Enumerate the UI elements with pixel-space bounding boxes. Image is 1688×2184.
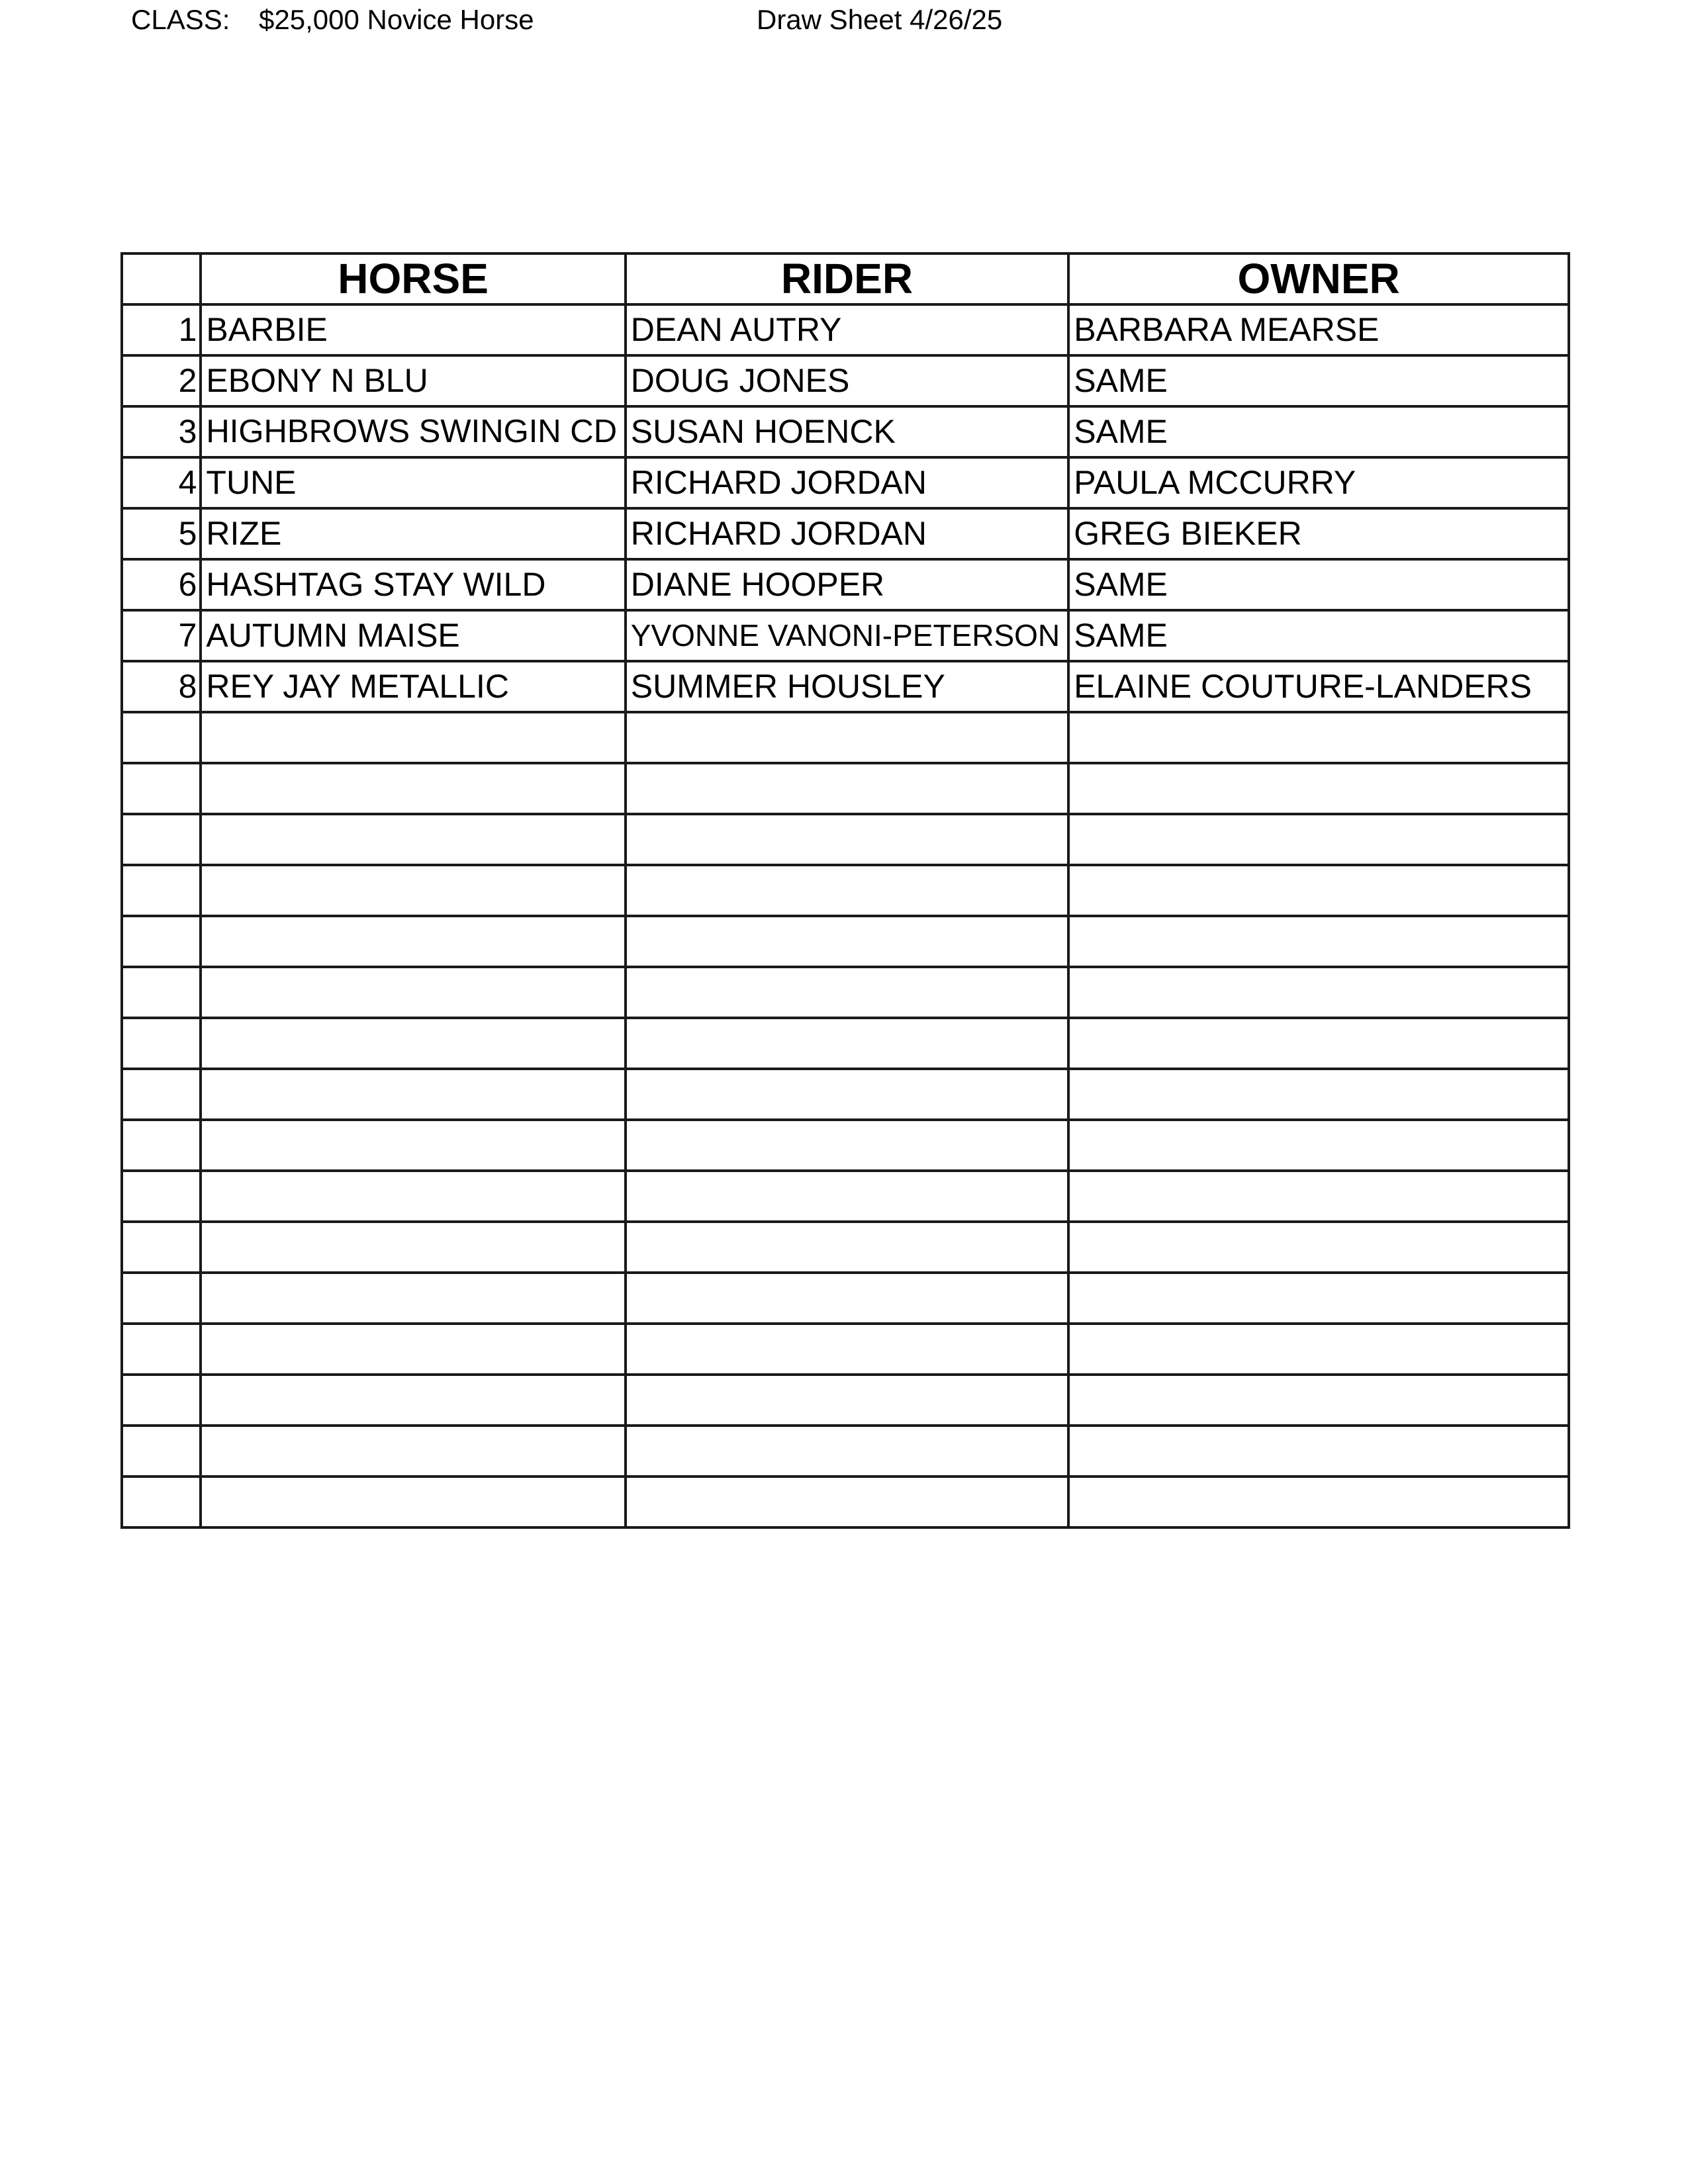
horse-cell	[201, 865, 625, 916]
draw-number-cell	[122, 712, 201, 763]
rider-cell	[626, 712, 1068, 763]
owner-cell	[1068, 1273, 1569, 1324]
table-row	[122, 508, 1569, 559]
table-row	[122, 1273, 1569, 1324]
owner-cell: GREG BIEKER	[1068, 508, 1569, 559]
draw-number-cell	[122, 814, 201, 865]
draw-number-cell	[122, 916, 201, 967]
draw-number-cell: 1	[122, 304, 201, 355]
table-row	[122, 661, 1569, 712]
table-row	[122, 814, 1569, 865]
draw-sheet-date: Draw Sheet 4/26/25	[757, 4, 1003, 35]
draw-number-cell: 5	[122, 508, 201, 559]
owner-cell: ELAINE COUTURE-LANDERS	[1068, 661, 1569, 712]
owner-cell	[1068, 1426, 1569, 1477]
horse-cell	[201, 1477, 625, 1527]
owner-cell	[1068, 916, 1569, 967]
horse-cell	[201, 1324, 625, 1375]
rider-cell: SUSAN HOENCK	[626, 406, 1068, 457]
horse-cell: RIZE	[201, 508, 625, 559]
rider-cell: YVONNE VANONI-PETERSON	[626, 610, 1068, 661]
table-body	[122, 304, 1569, 1527]
table-row	[122, 1426, 1569, 1477]
table-row	[122, 967, 1569, 1018]
table-row	[122, 712, 1569, 763]
draw-table	[120, 252, 1570, 1529]
table-header-row	[122, 253, 1569, 304]
rider-cell	[626, 1426, 1068, 1477]
horse-cell	[201, 1120, 625, 1171]
draw-number-cell	[122, 1426, 201, 1477]
horse-cell	[201, 967, 625, 1018]
rider-cell	[626, 865, 1068, 916]
horse-cell	[201, 1273, 625, 1324]
horse-cell: EBONY N BLU	[201, 355, 625, 406]
table-row	[122, 1477, 1569, 1527]
draw-number-cell: 4	[122, 457, 201, 508]
draw-number-cell	[122, 1273, 201, 1324]
rider-cell: DIANE HOOPER	[626, 559, 1068, 610]
owner-cell	[1068, 1477, 1569, 1527]
draw-number-cell	[122, 1375, 201, 1426]
table-row	[122, 406, 1569, 457]
table-row	[122, 559, 1569, 610]
draw-number-cell	[122, 1477, 201, 1527]
draw-number-cell	[122, 1324, 201, 1375]
horse-cell: TUNE	[201, 457, 625, 508]
table-row	[122, 610, 1569, 661]
horse-cell: BARBIE	[201, 304, 625, 355]
horse-cell	[201, 1069, 625, 1120]
rider-cell	[626, 763, 1068, 814]
table-row	[122, 304, 1569, 355]
draw-number-cell	[122, 967, 201, 1018]
draw-number-cell: 8	[122, 661, 201, 712]
draw-number-cell: 7	[122, 610, 201, 661]
draw-number-cell	[122, 1069, 201, 1120]
horse-cell	[201, 1018, 625, 1069]
owner-cell	[1068, 1324, 1569, 1375]
owner-cell: SAME	[1068, 610, 1569, 661]
table-row	[122, 1120, 1569, 1171]
table-row	[122, 355, 1569, 406]
class-label: CLASS:	[131, 4, 230, 35]
horse-cell	[201, 712, 625, 763]
draw-number-cell	[122, 1222, 201, 1273]
rider-cell	[626, 1273, 1068, 1324]
horse-cell: AUTUMN MAISE	[201, 610, 625, 661]
rider-cell: RICHARD JORDAN	[626, 457, 1068, 508]
draw-number-cell	[122, 865, 201, 916]
column-header-owner: OWNER	[1068, 253, 1569, 304]
rider-cell: DEAN AUTRY	[626, 304, 1068, 355]
draw-number-cell	[122, 763, 201, 814]
class-name: $25,000 Novice Horse	[259, 4, 534, 35]
rider-cell: SUMMER HOUSLEY	[626, 661, 1068, 712]
owner-cell: BARBARA MEARSE	[1068, 304, 1569, 355]
column-header-rider: RIDER	[626, 253, 1068, 304]
owner-cell	[1068, 763, 1569, 814]
draw-number-cell: 2	[122, 355, 201, 406]
table-row	[122, 1018, 1569, 1069]
rider-cell: RICHARD JORDAN	[626, 508, 1068, 559]
rider-cell	[626, 967, 1068, 1018]
draw-number-cell: 6	[122, 559, 201, 610]
table-row	[122, 763, 1569, 814]
owner-cell	[1068, 967, 1569, 1018]
rider-cell	[626, 814, 1068, 865]
table-row	[122, 865, 1569, 916]
horse-cell	[201, 814, 625, 865]
column-header-horse: HORSE	[201, 253, 625, 304]
table-row	[122, 1375, 1569, 1426]
draw-number-cell	[122, 1120, 201, 1171]
horse-cell	[201, 1426, 625, 1477]
owner-cell	[1068, 1120, 1569, 1171]
owner-cell	[1068, 1018, 1569, 1069]
horse-cell	[201, 1222, 625, 1273]
rider-cell: DOUG JONES	[626, 355, 1068, 406]
draw-number-cell: 3	[122, 406, 201, 457]
owner-cell	[1068, 814, 1569, 865]
rider-cell	[626, 1375, 1068, 1426]
horse-cell	[201, 916, 625, 967]
owner-cell	[1068, 712, 1569, 763]
owner-cell: SAME	[1068, 559, 1569, 610]
draw-number-cell	[122, 1018, 201, 1069]
column-header-number	[122, 253, 201, 304]
owner-cell	[1068, 1069, 1569, 1120]
owner-cell: SAME	[1068, 355, 1569, 406]
owner-cell	[1068, 1222, 1569, 1273]
owner-cell: PAULA MCCURRY	[1068, 457, 1569, 508]
table-row	[122, 457, 1569, 508]
owner-cell	[1068, 1171, 1569, 1222]
horse-cell	[201, 763, 625, 814]
rider-cell	[626, 1477, 1068, 1527]
horse-cell	[201, 1171, 625, 1222]
table-row	[122, 1069, 1569, 1120]
table-row	[122, 1222, 1569, 1273]
table-row	[122, 1171, 1569, 1222]
rider-cell	[626, 1120, 1068, 1171]
rider-cell	[626, 1069, 1068, 1120]
rider-cell	[626, 1171, 1068, 1222]
owner-cell	[1068, 865, 1569, 916]
table-row	[122, 916, 1569, 967]
table-row	[122, 1324, 1569, 1375]
rider-cell	[626, 1222, 1068, 1273]
horse-cell: HIGHBROWS SWINGIN CD	[201, 406, 625, 457]
draw-number-cell	[122, 1171, 201, 1222]
rider-cell	[626, 1324, 1068, 1375]
owner-cell: SAME	[1068, 406, 1569, 457]
horse-cell	[201, 1375, 625, 1426]
rider-cell	[626, 916, 1068, 967]
owner-cell	[1068, 1375, 1569, 1426]
horse-cell: HASHTAG STAY WILD	[201, 559, 625, 610]
rider-cell	[626, 1018, 1068, 1069]
horse-cell: REY JAY METALLIC	[201, 661, 625, 712]
